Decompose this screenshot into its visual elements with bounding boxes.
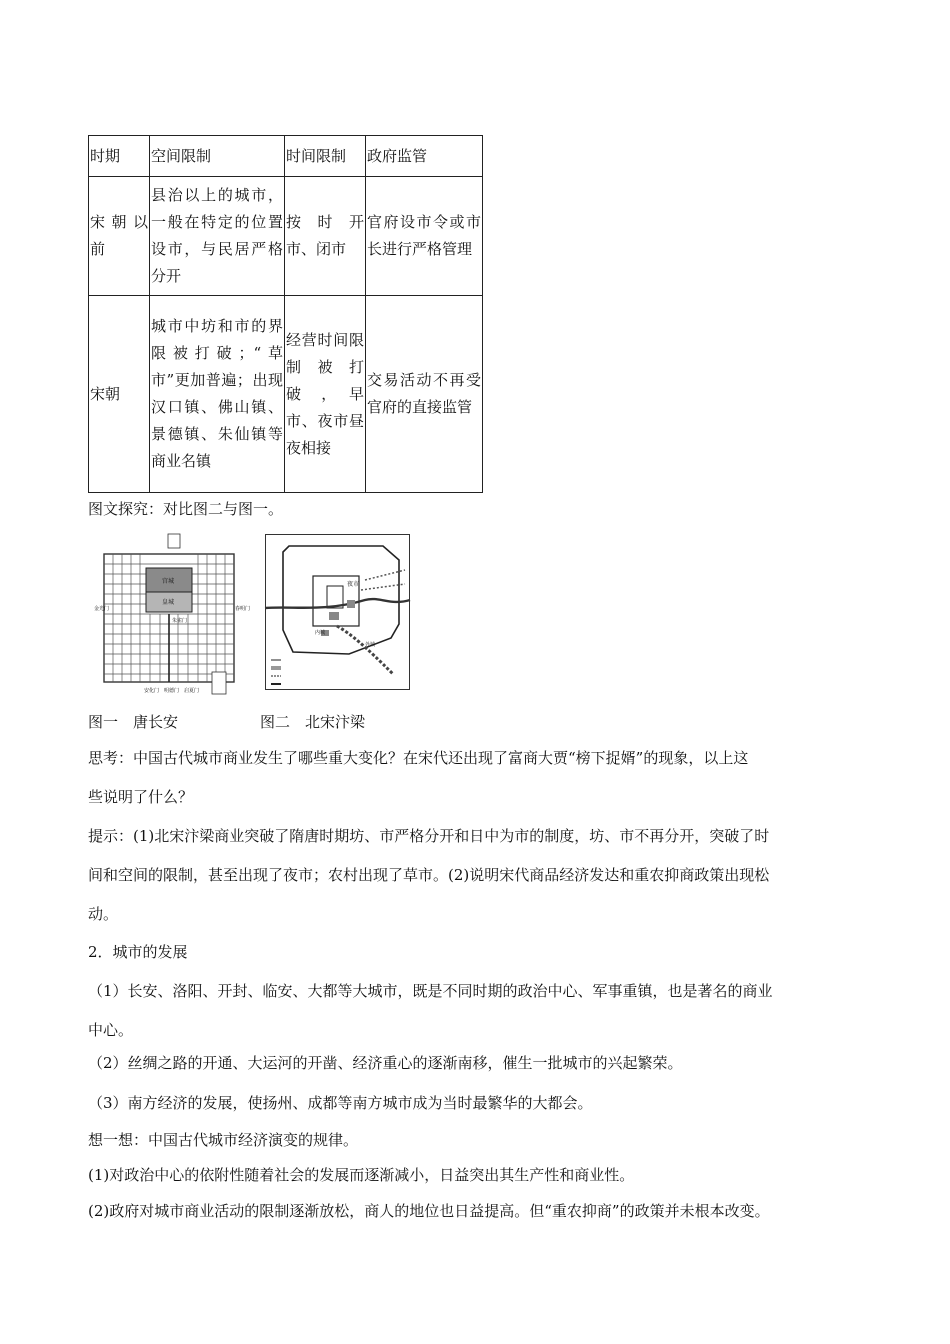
table-header-row: [89, 136, 483, 177]
label-huangcheng: 皇城: [162, 599, 175, 606]
table-cell: 城市中坊和市的界限被打破；“草市”更加普遍；出现汉口镇、佛山镇、景德镇、朱仙镇等商业名镇: [150, 296, 285, 493]
table-row: [89, 296, 483, 493]
think-item: (1)对政治中心的依附性随着社会的发展而逐渐减小，日益突出其生产性和商业性。: [88, 1166, 635, 1184]
label-neicheng: 内城: [315, 630, 326, 636]
label-zhuquemen: 朱雀门: [172, 618, 188, 624]
table-cell: 宋朝: [89, 296, 150, 493]
table-cell: 经营时间限制被打破 ， 早市、夜市昼夜相接: [285, 296, 366, 493]
table-cell: 交易活动不再受官府的直接监管: [366, 296, 483, 493]
hint-line: 动。: [88, 905, 119, 923]
think-item: (2)政府对城市商业活动的限制逐渐放松，商人的地位也日益提高。但“重农抑商”的政策并未根本改变。: [88, 1202, 770, 1220]
label-gongcheng: 宫城: [162, 578, 175, 585]
figure-intro: 图文探究：对比图二与图一。: [88, 500, 284, 518]
label-jinguangmen: 金光门: [94, 606, 110, 612]
think-question-line: 些说明了什么？: [88, 788, 194, 806]
label-qixiamen: 启夏门: [184, 688, 200, 694]
label-waicheng: 外城: [365, 642, 376, 648]
section-2-item: （1）长安、洛阳、开封、临安、大都等大城市，既是不同时期的政治中心、军事重镇，也是著名的商业: [88, 982, 773, 1000]
table-cell: 宋朝以前: [89, 177, 150, 296]
think-question-line: 思考：中国古代城市商业发生了哪些重大变化？在宋代还出现了富商大贾“榜下捉婿”的现象，以上这: [88, 749, 749, 767]
table-header-cell: 空间限制: [150, 136, 285, 177]
table-row: [89, 177, 483, 296]
label-chunmingmen: 春明门: [235, 606, 251, 612]
table-header-cell: 时间限制: [285, 136, 366, 177]
table-header-cell: 政府监管: [366, 136, 483, 177]
think-title: 想一想：中国古代城市经济演变的规律。: [88, 1131, 359, 1149]
section-2-item: 中心。: [88, 1021, 134, 1039]
label-anhuamen: 安化门: [144, 688, 160, 694]
label-mingdemen: 明德门: [164, 688, 180, 694]
hint-line: 间和空间的限制，甚至出现了夜市；农村出现了草市。(2)说明宋代商品经济发达和重农抑商政策出现松: [88, 866, 770, 884]
comparison-table: [88, 135, 483, 493]
section-2-title: 2．城市的发展: [88, 943, 188, 961]
table-cell: 县治以上的城市，一般在特定的位置设市，与民居严格分开: [150, 177, 285, 296]
label-yeshi: 夜市: [347, 581, 360, 588]
table-cell: 官府设市令或市长进行严格管理: [366, 177, 483, 296]
hint-line: 提示：(1)北宋汴梁商业突破了隋唐时期坊、市严格分开和日中为市的制度，坊、市不再分开，突破了时: [88, 827, 770, 845]
song-bianliang-map: [265, 534, 410, 690]
figure-2-caption: 图二 北宋汴梁: [260, 713, 366, 731]
tang-changan-map: [94, 528, 251, 694]
table-cell: 按 时 开市、闭市: [285, 177, 366, 296]
table-header-cell: 时期: [89, 136, 150, 177]
section-2-item: （3）南方经济的发展，使扬州、成都等南方城市成为当时最繁华的大都会。: [88, 1094, 593, 1112]
figure-1-caption: 图一 唐长安: [88, 713, 179, 731]
section-2-item: （2）丝绸之路的开通、大运河的开凿、经济重心的逐渐南移，催生一批城市的兴起繁荣。: [88, 1054, 683, 1072]
